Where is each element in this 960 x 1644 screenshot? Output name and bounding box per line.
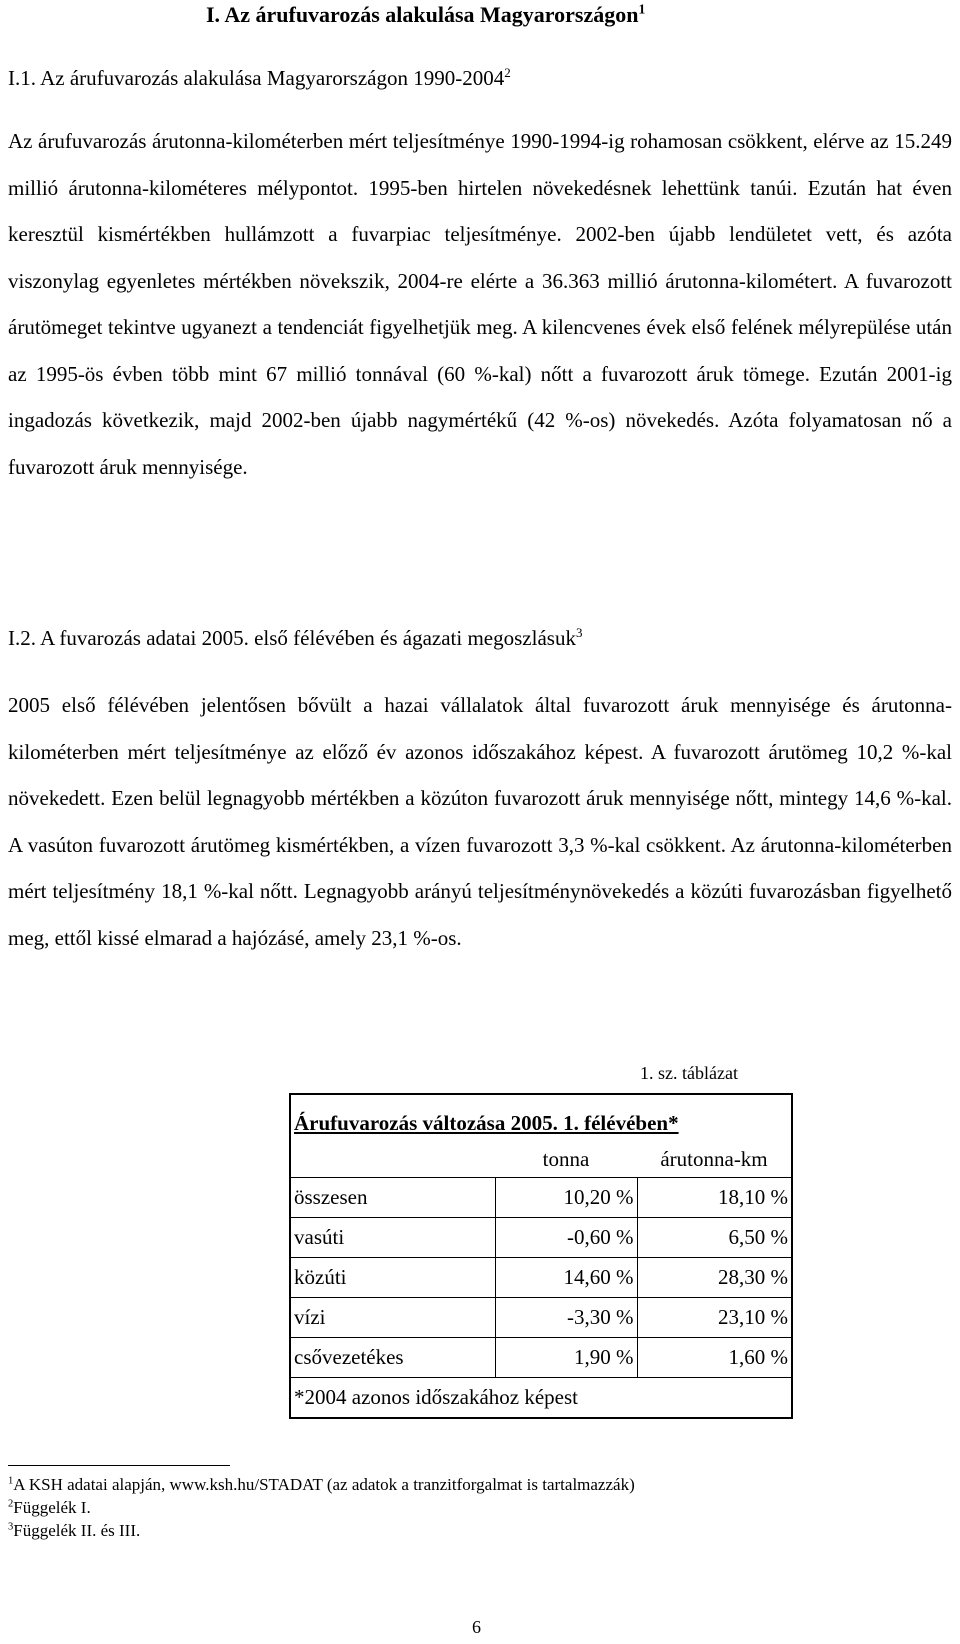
column-header-tonna: tonna xyxy=(542,1146,590,1171)
page-number: 6 xyxy=(472,1617,481,1637)
row-label: közúti xyxy=(290,1258,495,1298)
cell-tkm: 18,10 % xyxy=(637,1178,792,1218)
footnote-3 xyxy=(8,1521,140,1541)
footnote-text: Függelék II. és III. xyxy=(13,1521,141,1540)
row-label: csővezetékes xyxy=(290,1338,495,1378)
table-row xyxy=(290,1338,792,1378)
table-header-row xyxy=(290,1141,792,1178)
cell-tkm: 1,60 % xyxy=(637,1338,792,1378)
footnote-text: A KSH adatai alapján, www.ksh.hu/STADAT (az adatok a tranzitforgalmat is tartalmazzák) xyxy=(13,1475,635,1494)
table-row xyxy=(290,1298,792,1338)
footnote-number: 1 xyxy=(8,1475,14,1487)
footnote-rule xyxy=(8,1465,230,1466)
table-row xyxy=(290,1178,792,1218)
footnote-2 xyxy=(8,1498,91,1518)
paragraph-1: Az árufuvarozás árutonna-kilométerben mért teljesítménye 1990-1994-ig rohamosan csökkent, elérve az 15.249 millió árutonna-kilométeres mélypontot. 1995-ben hirtelen növekedésnek lehettünk tanúi. Ezután hat éven keresztül kismértékben hullámzott a fuvarpiac teljesítménye. 2002-ben újabb lendületet vett, és azóta viszonylag egyenletes mértékben növekszik, 2004-re elérte a 36.363 millió árutonna-kilométert. A fuvarozott árutömeget tekintve ugyanezt a tendenciát figyelhetjük meg. A kilencvenes évek első felének mélyrepülése után az 1995-ös évben több mint 67 millió tonnával (60 %-kal) nőtt a fuvarozott áruk tömege. Ezután 2001-ig ingadozás következik, majd 2002-ben újabb nagymértékű (42 %-os) növekedés. Azóta folyamatosan nő a fuvarozott áruk mennyisége. xyxy=(8,129,952,479)
table-title: Árufuvarozás változása 2005. 1. félévében* xyxy=(294,1110,679,1135)
footnote-1 xyxy=(8,1475,635,1495)
section-heading-1 xyxy=(8,66,511,91)
column-header-arutonna-km: árutonna-km xyxy=(660,1146,768,1171)
section-heading-2 xyxy=(8,626,582,651)
cell-tonna: 1,90 % xyxy=(495,1338,637,1378)
section-heading-2-text: I.2. A fuvarozás adatai 2005. első félévében és ágazati megoszlásuk xyxy=(8,626,576,650)
row-label: vasúti xyxy=(290,1218,495,1258)
chapter-title xyxy=(206,2,645,28)
cell-tkm: 6,50 % xyxy=(637,1218,792,1258)
cell-tonna: 10,20 % xyxy=(495,1178,637,1218)
footnote-text: Függelék I. xyxy=(13,1498,91,1517)
footnote-number: 3 xyxy=(8,1521,14,1533)
footnote-ref: 2 xyxy=(504,65,511,80)
footnote-ref: 3 xyxy=(575,625,583,640)
header-spacer xyxy=(290,1141,495,1178)
section-heading-1-text: I.1. Az árufuvarozás alakulása Magyarországon 1990-2004 xyxy=(8,66,505,90)
table-caption: 1. sz. táblázat xyxy=(640,1063,738,1083)
cell-tonna: -0,60 % xyxy=(495,1218,637,1258)
table-note: *2004 azonos időszakához képest xyxy=(290,1378,792,1419)
data-table xyxy=(289,1093,793,1419)
row-label: összesen xyxy=(290,1178,495,1218)
table-row xyxy=(290,1258,792,1298)
paragraph-2: 2005 első félévében jelentősen bővült a hazai vállalatok által fuvarozott áruk mennyisége és árutonna-kilométerben mért teljesítménye az előző év azonos időszakához képest. A fuvarozott árutömeg 10,2 %-kal növekedett. Ezen belül legnagyobb mértékben a közúton fuvarozott áruk mennyisége nőtt, mintegy 14,6 %-kal. A vasúton fuvarozott árutömeg kismértékben, a vízen fuvarozott 3,3 %-kal csökkent. Az árutonna-kilométerben mért teljesítmény 18,1 %-kal nőtt. Legnagyobb arányú teljesítménynövekedés a közúti fuvarozásban figyelhető meg, ettől kissé elmarad a hajózásé, amely 23,1 %-os. xyxy=(8,693,952,950)
footnote-number: 2 xyxy=(8,1498,14,1510)
cell-tonna: 14,60 % xyxy=(495,1258,637,1298)
table-title-row xyxy=(290,1094,792,1141)
cell-tkm: 23,10 % xyxy=(637,1298,792,1338)
cell-tonna: -3,30 % xyxy=(495,1298,637,1338)
chapter-title-text: I. Az árufuvarozás alakulása Magyarországon xyxy=(206,2,639,27)
row-label: vízi xyxy=(290,1298,495,1338)
cell-tkm: 28,30 % xyxy=(637,1258,792,1298)
table-note-row xyxy=(290,1378,792,1419)
table-row xyxy=(290,1218,792,1258)
footnote-ref: 1 xyxy=(638,1,646,17)
